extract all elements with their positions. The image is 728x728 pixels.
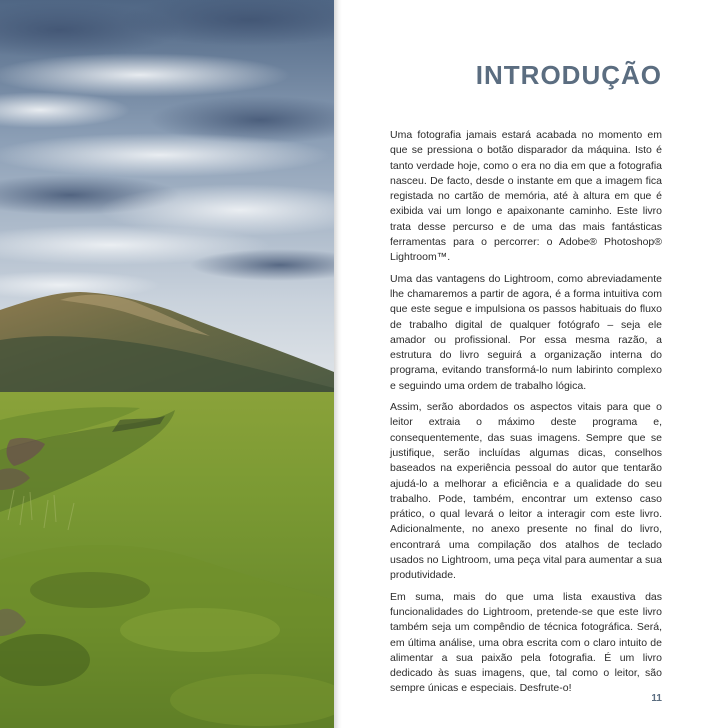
paragraph-4: Em suma, mais do que uma lista exaustiva das funcionalidades do Lightroom, pretende-se que este livro também seja um compêndio de técnica fotográfica. Será, em última análise, uma obra escrita com o claro intuito de alimentar a sua paixão pela fotografia. É um livro dedicado às suas imagens, que, tal como o leitor, são sempre únicas e especiais. Desfrute-o! bbox=[390, 590, 662, 695]
chapter-title: INTRODUÇÃO bbox=[475, 60, 662, 90]
paragraph-2: Uma das vantagens do Lightroom, como abreviadamente lhe chamaremos a partir de agora, é a forma intuitiva com que este segue e impulsiona os passos habituais do fluxo de trabalho digital de qualquer fotógrafo – seja ele amador ou profissional. Por essa mesma razão, a estrutura do livro seguirá a organização interna do programa, evitando transformá-lo num labirinto complexo e seguindo uma ordem de trabalho lógica. bbox=[390, 272, 662, 392]
body-text bbox=[390, 128, 662, 703]
text-column bbox=[390, 0, 662, 728]
landscape-photo bbox=[0, 0, 334, 728]
paragraph-3: Assim, serão abordados os aspectos vitais para que o leitor extraia o máximo deste programa e, consequentemente, das suas imagens. Sempre que se justifique, serão incluídas algumas dicas, conselhos baseados na experiência pessoal do autor que tentarão ajudá-lo a melhorar a eficiência e a qualidade do seu trabalho. Pode, também, encontrar um extenso caso prático, o qual levará o leitor a interagir com este livro. Adicionalmente, no anexo presente no final do livro, encontrará uma compilação dos atalhos de teclado usados no Lightroom, uma peça vital para aumentar a sua produtividade. bbox=[390, 401, 662, 582]
page-number: 11 bbox=[651, 693, 662, 704]
page-gutter bbox=[334, 0, 342, 728]
landscape-illustration bbox=[0, 0, 334, 728]
paragraph-1: Uma fotografia jamais estará acabada no momento em que se pressiona o botão disparador da máquina. Isto é tanto verdade hoje, como o era no dia em que a fotografia nasceu. De facto, desde o instante em que a imagem fica registada no cartão de memória, até à altura em que é exibida vai um longo e apaixonante caminho. Este livro trata desse percurso e de uma das mais fantásticas ferramentas para o percorrer: o Adobe® Photoshop® Lightroom™. bbox=[390, 129, 662, 264]
